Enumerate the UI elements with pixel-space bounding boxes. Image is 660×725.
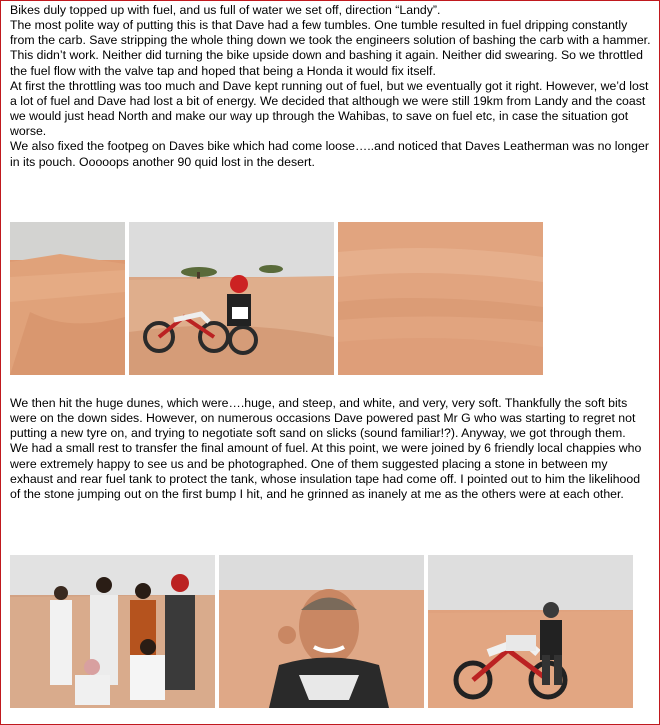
photo-dune-slope bbox=[10, 222, 125, 375]
paragraph: At first the throttling was too much and Dave kept running out of fuel, but we eventually got it right. However, we’d lost a lot of fuel and Dave had lost a bit of energy. We decided that although we were still 19km from Landy and the coast we would just head North and make our way up through the Wahibas, to save on fuel etc, in case the situation got worse. bbox=[10, 78, 649, 139]
story-section-2 bbox=[10, 396, 653, 502]
photo-group-locals bbox=[10, 555, 215, 708]
photo-desert-dunes bbox=[338, 222, 543, 375]
photo-rider-on-bike bbox=[129, 222, 334, 375]
photo-rider-closeup bbox=[219, 555, 424, 708]
paragraph: The most polite way of putting this is that Dave had a few tumbles. One tumble resulted in fuel dripping constantly from the carb. Save stripping the whole thing down we took the engineers solution of bashing the carb with a hammer. This didn’t work. Neither did turning the bike upside down and bashing it again. Neither did swearing. So we throttled the fuel flow with the valve tap and hoped that being a Honda it would fix itself. bbox=[10, 18, 651, 78]
paragraph: We then hit the huge dunes, which were….huge, and steep, and white, and very, very soft. Thankfully the soft bits were on the down sides. However, on numerous occasions Dave powered past Mr G who was starting to regret not putting a new tyre on, and trying to negotiate soft sand on slicks (sound familiar!?). Anyway, we got through them. bbox=[10, 396, 636, 441]
paragraph: We had a small rest to transfer the final amount of fuel. At this point, we were joined by 6 friendly local chappies who were extremely happy to see us and be photographed. One of them suggested placing a stone in between my exhaust and rear fuel tank to protect the tank, whose insulation tape had come off. I pointed out to him the likelihood of the stone jumping out on the first bump I hit, and he grinned as inanely at me as the others were at each other. bbox=[10, 441, 642, 501]
paragraph: Bikes duly topped up with fuel, and us full of water we set off, direction “Landy”. bbox=[10, 3, 441, 17]
paragraph: We also fixed the footpeg on Daves bike which had come loose…..and noticed that Daves Leatherman was no longer in its pouch. Ooooops another 90 quid lost in the desert. bbox=[10, 139, 649, 169]
photo-bike-and-rider bbox=[428, 555, 633, 708]
story-section-1 bbox=[10, 3, 653, 170]
